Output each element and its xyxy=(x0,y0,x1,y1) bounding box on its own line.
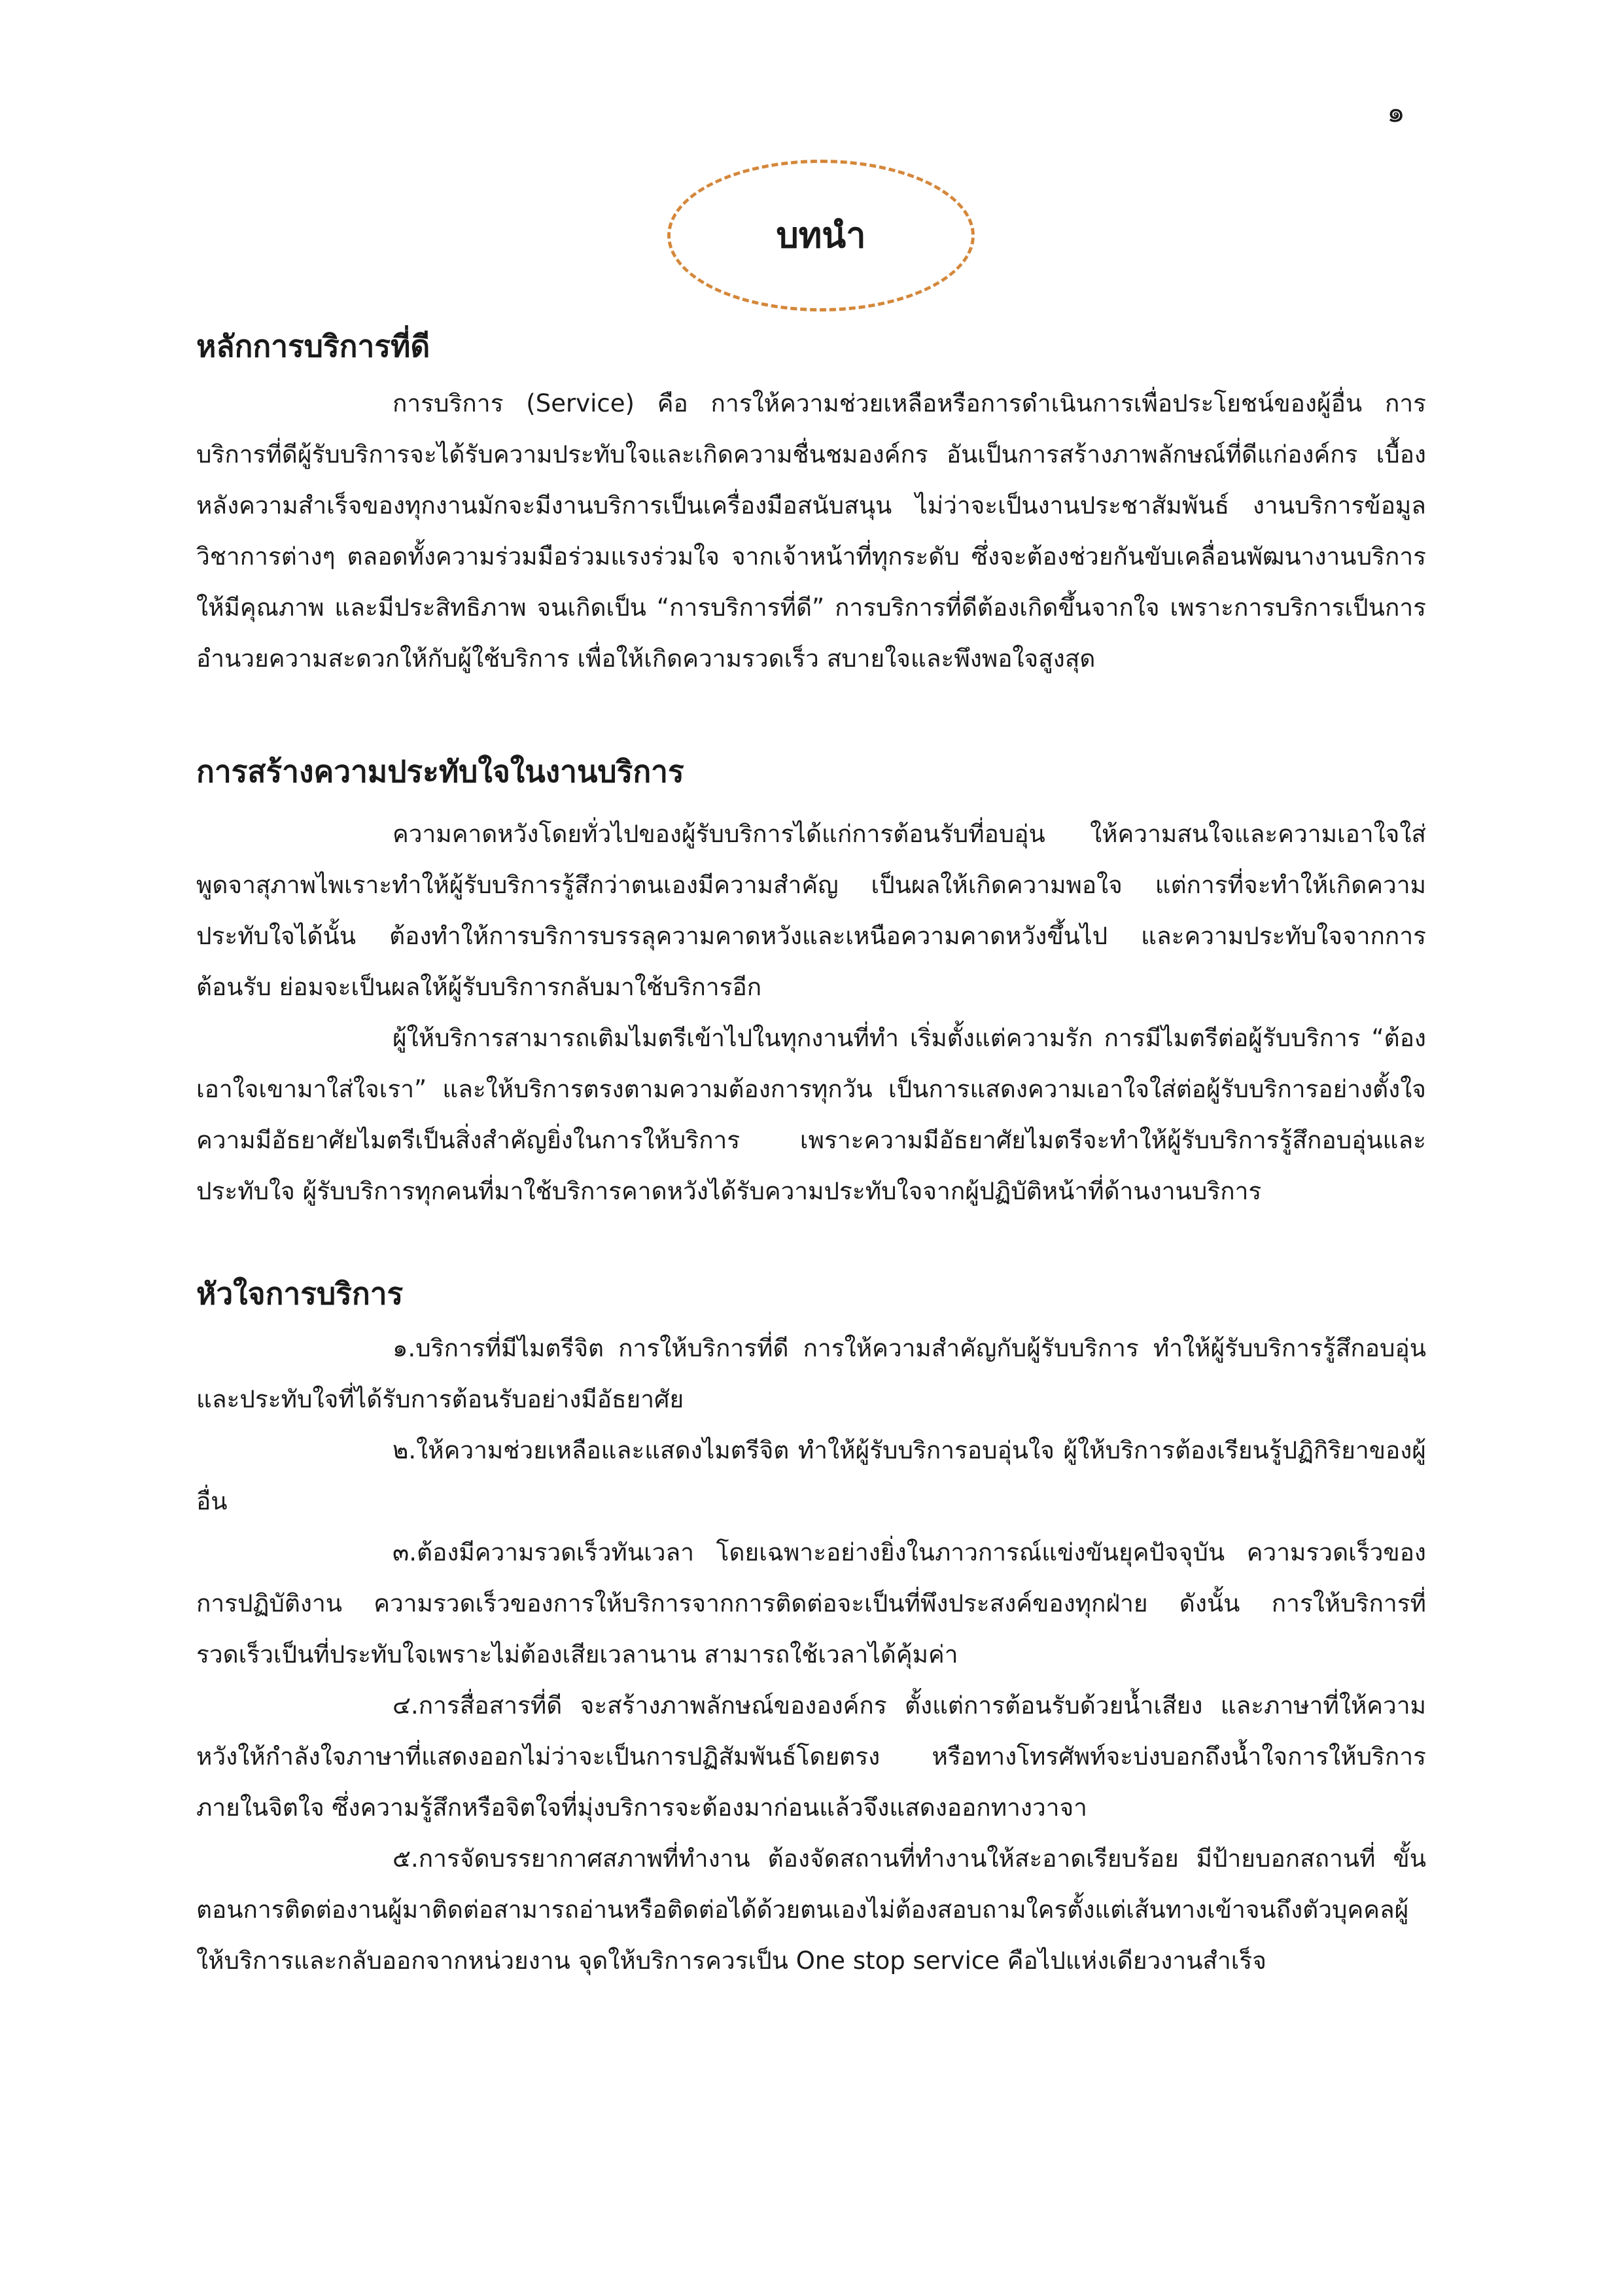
paragraph: ผู้ให้บริการสามารถเติมไมตรีเข้าไปในทุกงานที่ทำ เริ่มตั้งแต่ความรัก การมีไมตรีต่อผู้รับบริการ “ต้องเอาใจเขามาใส่ใจเรา” และให้บริการตรงตามความต้องการทุกวัน เป็นการแสดงความเอาใจใส่ต่อผู้รับบริการอย่างตั้งใจ ความมีอัธยาศัยไมตรีเป็นสิ่งสำคัญยิ่งในการให้บริการ เพราะความมีอัธยาศัยไมตรีจะทำให้ผู้รับบริการรู้สึกอบอุ่นและประทับใจ ผู้รับบริการทุกคนที่มาใช้บริการคาดหวังได้รับความประทับใจจากผู้ปฏิบัติหน้าที่ด้านงานบริการ xyxy=(196,1024,1426,1205)
section-heading-heart-of-service: หัวใจการบริการ xyxy=(196,1276,404,1311)
paragraph: การบริการ (Service) คือ การให้ความช่วยเหลือหรือการดำเนินการเพื่อประโยชน์ของผู้อื่น การบริการที่ดีผู้รับบริการจะได้รับความประทับใจและเกิดความชื่นชมองค์กร อันเป็นการสร้างภาพลักษณ์ที่ดีแก่องค์กร เบื้องหลังความสำเร็จของทุกงานมักจะมีงานบริการเป็นเครื่องมือสนับสนุน ไม่ว่าจะเป็นงานประชาสัมพันธ์ งานบริการข้อมูลวิชาการต่างๆ ตลอดทั้งความร่วมมือร่วมแรงร่วมใจ จากเจ้าหน้าที่ทุกระดับ ซึ่งจะต้องช่วยกันขับเคลื่อนพัฒนางานบริการให้มีคุณภาพ และมีประสิทธิภาพ จนเกิดเป็น “การบริการที่ดี” การบริการที่ดีต้องเกิดขึ้นจากใจ เพราะการบริการเป็นการอำนวยความสะดวกให้กับผู้ใช้บริการ เพื่อให้เกิดความรวดเร็ว สบายใจและพึงพอใจสูงสุด xyxy=(196,389,1426,673)
list-item: ๔.การสื่อสารที่ดี จะสร้างภาพลักษณ์ขององค์กร ตั้งแต่การต้อนรับด้วยน้ำเสียง และภาษาที่ให้ความหวังให้กำลังใจภาษาที่แสดงออกไม่ว่าจะเป็นการปฏิสัมพันธ์โดยตรง หรือทางโทรศัพท์จะบ่งบอกถึงน้ำใจการให้บริการภายในจิตใจ ซึ่งความรู้สึกหรือจิตใจที่มุ่งบริการจะต้องมาก่อนแล้วจึงแสดงออกทางวาจา xyxy=(196,1691,1426,1822)
paragraph: ความคาดหวังโดยทั่วไปของผู้รับบริการได้แก่การต้อนรับที่อบอุ่น ให้ความสนใจและความเอาใจใส่ พูดจาสุภาพไพเราะทำให้ผู้รับบริการรู้สึกว่าตนเองมีความสำคัญ เป็นผลให้เกิดความพอใจ แต่การที่จะทำให้เกิดความประทับใจได้นั้น ต้องทำให้การบริการบรรลุความคาดหวังและเหนือความคาดหวังขึ้นไป และความประทับใจจากการต้อนรับ ย่อมจะเป็นผลให้ผู้รับบริการกลับมาใช้บริการอีก xyxy=(196,820,1426,1001)
list-item: ๒.ให้ความช่วยเหลือและแสดงไมตรีจิต ทำให้ผู้รับบริการอบอุ่นใจ ผู้ให้บริการต้องเรียนรู้ปฏิกิริยาของผู้อื่น xyxy=(196,1436,1426,1515)
section-heading-service-impression: การสร้างความประทับใจในงานบริการ xyxy=(196,754,684,789)
list-item: ๕.การจัดบรรยากาศสภาพที่ทำงาน ต้องจัดสถานที่ทำงานให้สะอาดเรียบร้อย มีป้ายบอกสถานที่ ขั้นตอนการติดต่องานผู้มาติดต่อสามารถอ่านหรือติดต่อได้ด้วยตนเองไม่ต้องสอบถามใครตั้งแต่เส้นทางเข้าจนถึงตัวบุคคลผู้ให้บริการและกลับออกจากหน่วยงาน จุดให้บริการควรเป็น One stop service คือไปแห่งเดียวงานสำเร็จ xyxy=(196,1845,1426,1975)
section-heading-good-service-principles: หลักการบริการที่ดี xyxy=(196,328,430,364)
list-item: ๓.ต้องมีความรวดเร็วทันเวลา โดยเฉพาะอย่างยิ่งในภาวการณ์แข่งขันยุคปัจจุบัน ความรวดเร็วของการปฏิบัติงาน ความรวดเร็วของการให้บริการจากการติดต่อจะเป็นที่พึงประสงค์ของทุกฝ่าย ดังนั้น การให้บริการที่รวดเร็วเป็นที่ประทับใจเพราะไม่ต้องเสียเวลานาน สามารถใช้เวลาได้คุ้มค่า xyxy=(196,1538,1426,1669)
page-title: บทนำ xyxy=(776,215,866,256)
title-oval-frame xyxy=(667,160,975,311)
page-number: ๑ xyxy=(1387,96,1405,129)
document-body xyxy=(196,321,1426,1987)
list-item: ๑.บริการที่มีไมตรีจิต การให้บริการที่ดี การให้ความสำคัญกับผู้รับบริการ ทำให้ผู้รับบริการรู้สึกอบอุ่นและประทับใจที่ได้รับการต้อนรับอย่างมีอัธยาศัย xyxy=(196,1334,1426,1413)
